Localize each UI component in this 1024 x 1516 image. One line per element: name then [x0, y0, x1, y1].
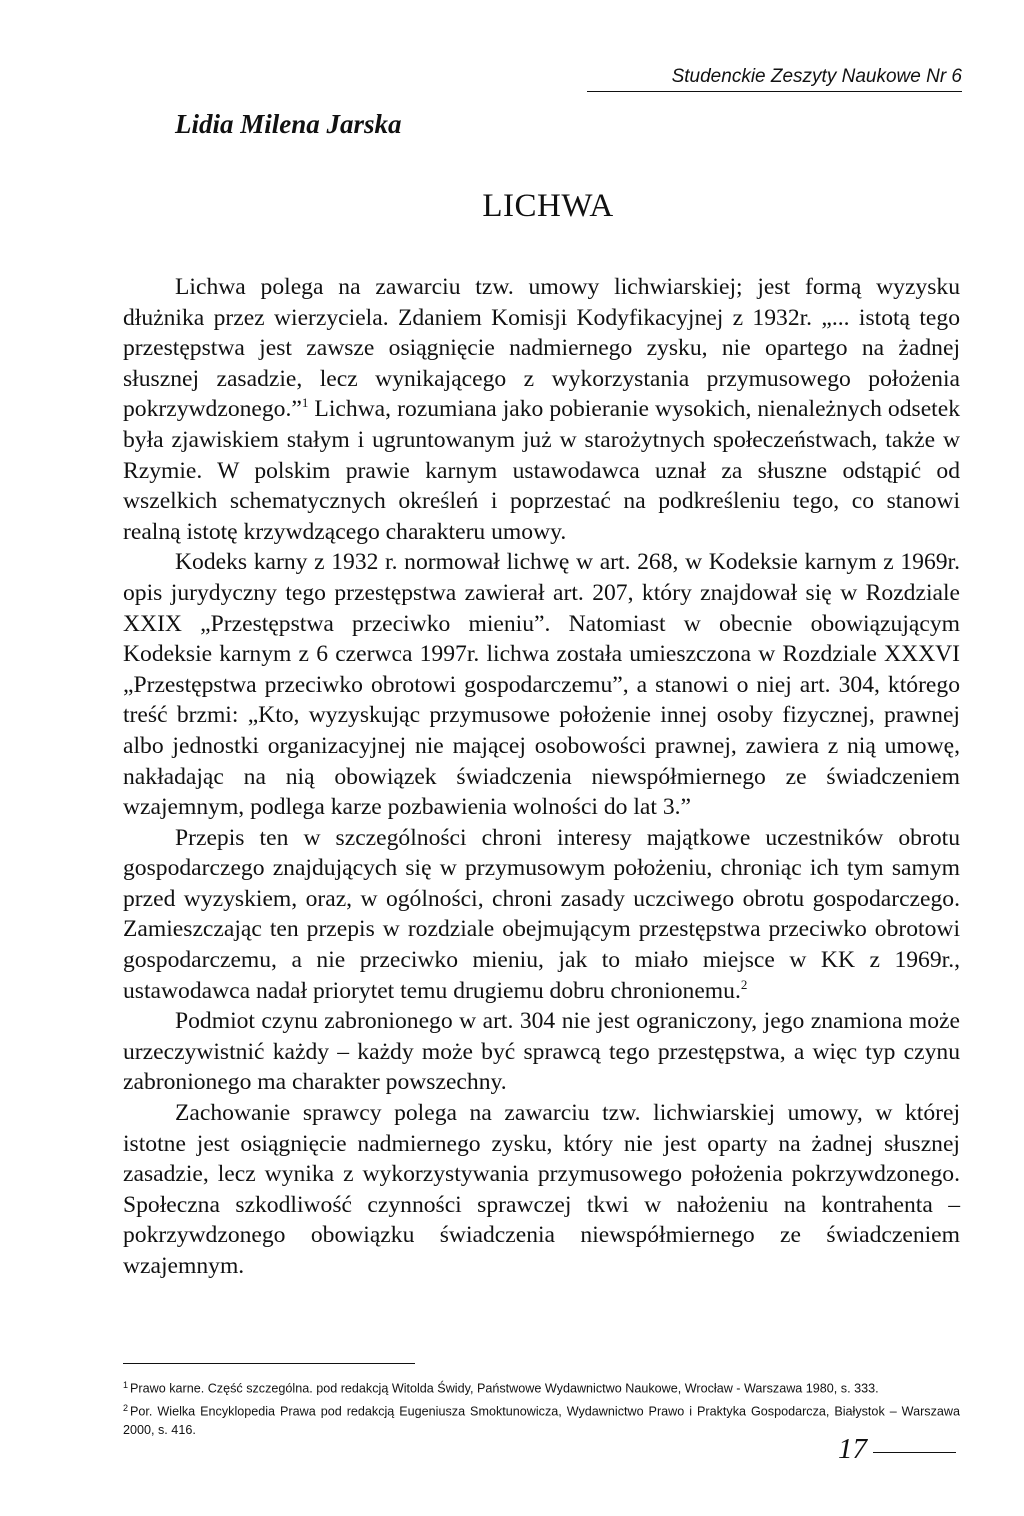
footnote-mark: 1 — [123, 1380, 129, 1390]
paragraph-text: Zachowanie sprawcy polega na zawarciu tzw. lichwiarskiej umowy, w której istotne jest osiągnięcie nadmiernego zysku, który nie jest oparty na żadnej słusznej zasadzie, lecz wynika z wykorzystywania przymusowego położenia pokrzywdzonego. Społeczna szkodliwość czynności sprawczej tkwi w nałożeniu na kontrahenta – pokrzywdzonego obowiązku świadczenia niewspółmiernego ze świadczeniem wzajemnym. — [123, 1100, 960, 1279]
paragraph-text: Lichwa polega na zawarciu tzw. umowy lichwiarskiej; jest formą wyzysku dłużnika przez wierzyciela. Zdaniem Komisji Kodyfikacyjnej z 1932r. „... istotą tego przestępstwa jest zawsze osiągnięcie nadmiernego zysku, nie opartego na żadnej słusznej zasadzie, lecz wynikającego z wykorzystania przymusowego położenia pokrzywdzonego.” — [123, 274, 960, 423]
footnote-text: Por. Wielka Encyklopedia Prawa pod redakcją Eugeniusza Smoktunowicza, Wydawnictwo Prawo i Praktyka Gospodarcza, Białystok – Warszawa 2000, s. 416. — [123, 1404, 960, 1437]
footnote-mark: 2 — [123, 1402, 129, 1413]
footnote — [123, 1376, 960, 1399]
paragraph-text: Lichwa, rozumiana jako pobieranie wysokich, nienależnych odsetek była zjawiskiem stałym i ugruntowanym już w starożytnych społeczeństwach, także w Rzymie. W polskim prawie karnym ustawodawca uznał za słuszne odstąpić od wszelkich schematycznych określeń i poprzestać na podkreśleniu tego, co stanowi realną istotę krzywdzącego charakteru umowy. — [123, 396, 960, 545]
page-number-rule — [873, 1452, 956, 1453]
page-number: 17 — [838, 1433, 867, 1465]
paragraph-text: Podmiot czynu zabronionego w art. 304 nie jest ograniczony, jego znamiona może urzeczywistnić każdy – każdy może być sprawcą tego przestępstwa, a więc typ czynu zabronionego ma charakter powszechny. — [123, 1008, 960, 1096]
footnote-ref: 1 — [301, 395, 309, 411]
paragraph — [123, 547, 960, 822]
paragraph-text: Przepis ten w szczególności chroni interesy majątkowe uczestników obrotu gospodarczego znajdujących się w przymusowym położeniu, chroniąc ich tym samym przed wyzyskiem, oraz, w ogólności, chroni zasady uczciwego obrotu gospodarczego. Zamieszczając ten przepis w rozdziale obejmującym przestępstwa przeciwko obrotowi gospodarczemu, a nie przeciwko mieniu, jak to miało miejsce w KK z 1969r., ustawodawca nadał priorytet temu drugiemu dobru chronionemu. — [123, 824, 960, 1004]
author-name: Lidia Milena Jarska — [175, 109, 402, 139]
paragraph-text: Kodeks karny z 1932 r. normował lichwę w art. 268, w Kodeksie karnym z 1969r. opis jurydyczny tego przestępstwa zawierał art. 207, który znajdował się w Rozdziale XXIX „Przestępstwa przeciwko mieniu”. Natomiast w obecnie obowiązującym Kodeksie karnym z 6 czerwca 1997r. lichwa została umieszczona w Rozdziale XXXVI „Przestępstwa przeciwko obrotowi gospodarczemu”, a stanowi o niej art. 304, którego treść brzmi: „Kto, wyzyskując przymusowe położenie innej osoby fizycznej, prawnej albo jednostki organizacyjnej nie mającej osobowości prawnej, zawiera z nią umowę, nakładając na nią obowiązek świadczenia niewspółmiernego ze świadczeniem wzajemnym, podlega karze pozbawienia wolności do lat 3.” — [123, 549, 960, 821]
footnote-separator — [123, 1363, 415, 1364]
article-body — [123, 272, 960, 1282]
journal-header: Studenckie Zeszyty Naukowe Nr 6 — [587, 66, 962, 92]
article-title: LICHWA — [482, 188, 614, 224]
paragraph — [123, 1098, 960, 1282]
footnote — [123, 1399, 960, 1441]
footnote-text: Prawo karne. Część szczególna. pod redakcją Witolda Świdy, Państwowe Wydawnictwo Naukowe, Wrocław - Warszawa 1980, s. 333. — [130, 1381, 879, 1396]
paragraph — [123, 1006, 960, 1098]
paragraph — [123, 272, 960, 547]
footnote-ref: 2 — [740, 976, 748, 992]
paragraph — [123, 823, 960, 1007]
footnotes — [123, 1376, 960, 1440]
